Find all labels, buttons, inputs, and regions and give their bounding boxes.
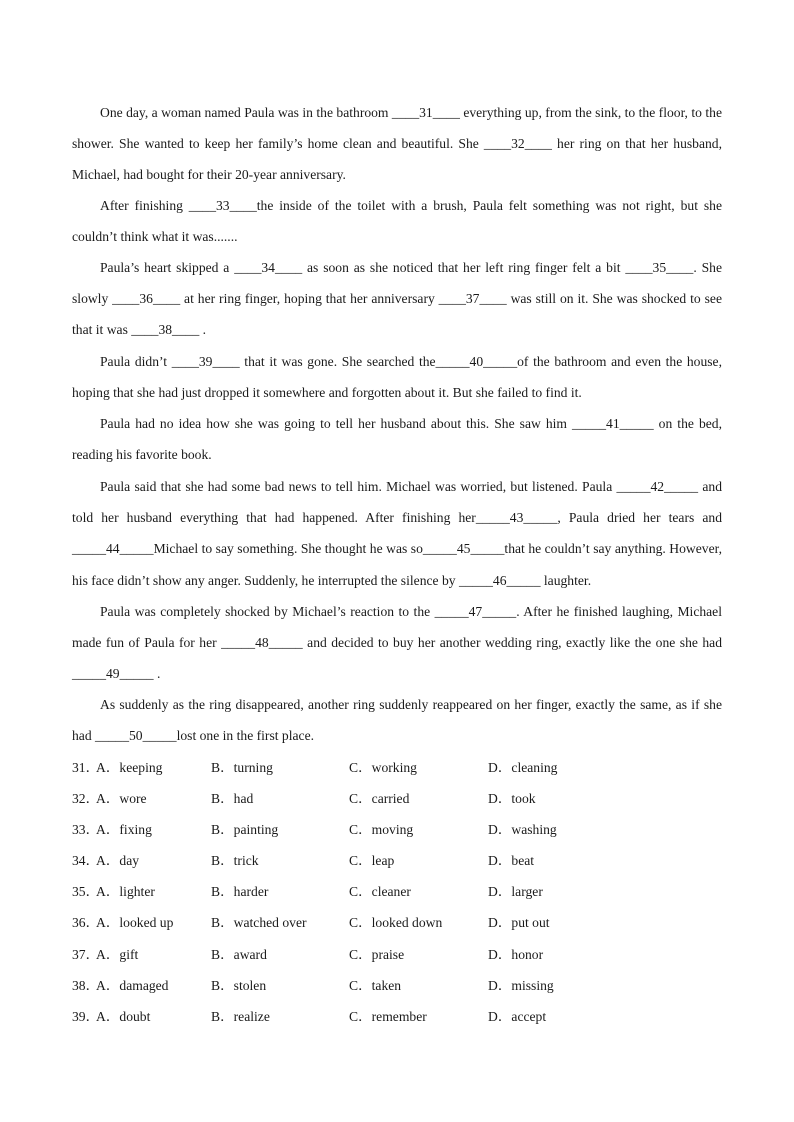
option-a: A．wore — [96, 791, 147, 806]
option-b: B．harder — [211, 884, 269, 899]
question-number: 36． — [72, 915, 100, 930]
option-c: C．looked down — [349, 915, 443, 930]
option-c: C．leap — [349, 853, 395, 868]
option-a: A．lighter — [96, 884, 155, 899]
question-number: 31． — [72, 760, 100, 775]
option-c: C．moving — [349, 822, 414, 837]
passage-paragraph: Paula said that she had some bad news to tell him. Michael was worried, but listened. Paula _____42_____ and told her husband everything that had happened. After finishing her_____43_____, Paula dried her tears and _____44_____Michael to say something. She thought he was so_____45_____that he couldn’t say anything. However, his face didn’t show any anger. Suddenly, he interrupted the silence by _____46_____ laughter. — [72, 479, 722, 588]
question-number: 35． — [72, 884, 100, 899]
option-d: D．accept — [488, 1009, 547, 1024]
option-b: B．watched over — [211, 915, 307, 930]
question-row — [72, 1001, 722, 1032]
option-b: B．realize — [211, 1009, 270, 1024]
option-a: A．gift — [96, 947, 139, 962]
option-d: D．larger — [488, 884, 543, 899]
option-a: A．looked up — [96, 915, 174, 930]
option-b: B．stolen — [211, 978, 267, 993]
option-d: D．washing — [488, 822, 557, 837]
option-c: C．remember — [349, 1009, 427, 1024]
question-row — [72, 814, 722, 845]
option-b: B．turning — [211, 760, 273, 775]
option-a: A．day — [96, 853, 140, 868]
option-b: B．award — [211, 947, 267, 962]
passage-paragraph: As suddenly as the ring disappeared, another ring suddenly reappeared on her finger, exactly the same, as if she had _____50_____lost one in the first place. — [72, 697, 722, 744]
question-number: 34． — [72, 853, 100, 868]
option-b: B．trick — [211, 853, 259, 868]
option-a: A．damaged — [96, 978, 169, 993]
question-row — [72, 876, 722, 907]
passage-paragraph: One day, a woman named Paula was in the bathroom ____31____ everything up, from the sink, to the floor, to the shower. She wanted to keep her family’s home clean and beautiful. She ____32____ her ring on that her husband, Michael, had bought for their 20-year anniversary. — [72, 105, 722, 183]
question-row — [72, 907, 722, 938]
option-b: B．had — [211, 791, 254, 806]
option-d: D．cleaning — [488, 760, 558, 775]
option-d: D．beat — [488, 853, 535, 868]
option-d: D．missing — [488, 978, 554, 993]
question-row — [72, 970, 722, 1001]
question-number: 38． — [72, 978, 100, 993]
passage-paragraph: Paula was completely shocked by Michael’s reaction to the _____47_____. After he finished laughing, Michael made fun of Paula for her _____48_____ and decided to buy her another wedding ring, exactly like the one she had _____49_____ . — [72, 604, 722, 682]
question-number: 32． — [72, 791, 100, 806]
question-row — [72, 845, 722, 876]
option-c: C．cleaner — [349, 884, 411, 899]
option-d: D．put out — [488, 915, 550, 930]
question-row — [72, 939, 722, 970]
question-number: 37． — [72, 947, 100, 962]
option-a: A．doubt — [96, 1009, 151, 1024]
option-d: D．honor — [488, 947, 544, 962]
option-b: B．painting — [211, 822, 279, 837]
passage-paragraph: Paula had no idea how she was going to tell her husband about this. She saw him _____41_____ on the bed, reading his favorite book. — [72, 416, 722, 463]
option-a: A．fixing — [96, 822, 152, 837]
passage-paragraph: Paula didn’t ____39____ that it was gone. She searched the_____40_____of the bathroom and even the house, hoping that she had just dropped it somewhere and forgotten about it. But she failed to find it. — [72, 354, 722, 401]
question-number: 39． — [72, 1009, 100, 1024]
question-row — [72, 752, 722, 783]
option-c: C．carried — [349, 791, 410, 806]
option-c: C．working — [349, 760, 417, 775]
option-d: D．took — [488, 791, 536, 806]
option-a: A．keeping — [96, 760, 163, 775]
question-number: 33． — [72, 822, 100, 837]
option-c: C．taken — [349, 978, 402, 993]
option-c: C．praise — [349, 947, 405, 962]
passage-paragraph: Paula’s heart skipped a ____34____ as soon as she noticed that her left ring finger felt a bit ____35____. She slowly ____36____ at her ring finger, hoping that her anniversary ____37____ was still on it. She was shocked to see that it was ____38____ . — [72, 260, 722, 338]
passage-paragraph: After finishing ____33____the inside of the toilet with a brush, Paula felt something was not right, but she couldn’t think what it was....... — [72, 198, 722, 245]
question-row — [72, 783, 722, 814]
